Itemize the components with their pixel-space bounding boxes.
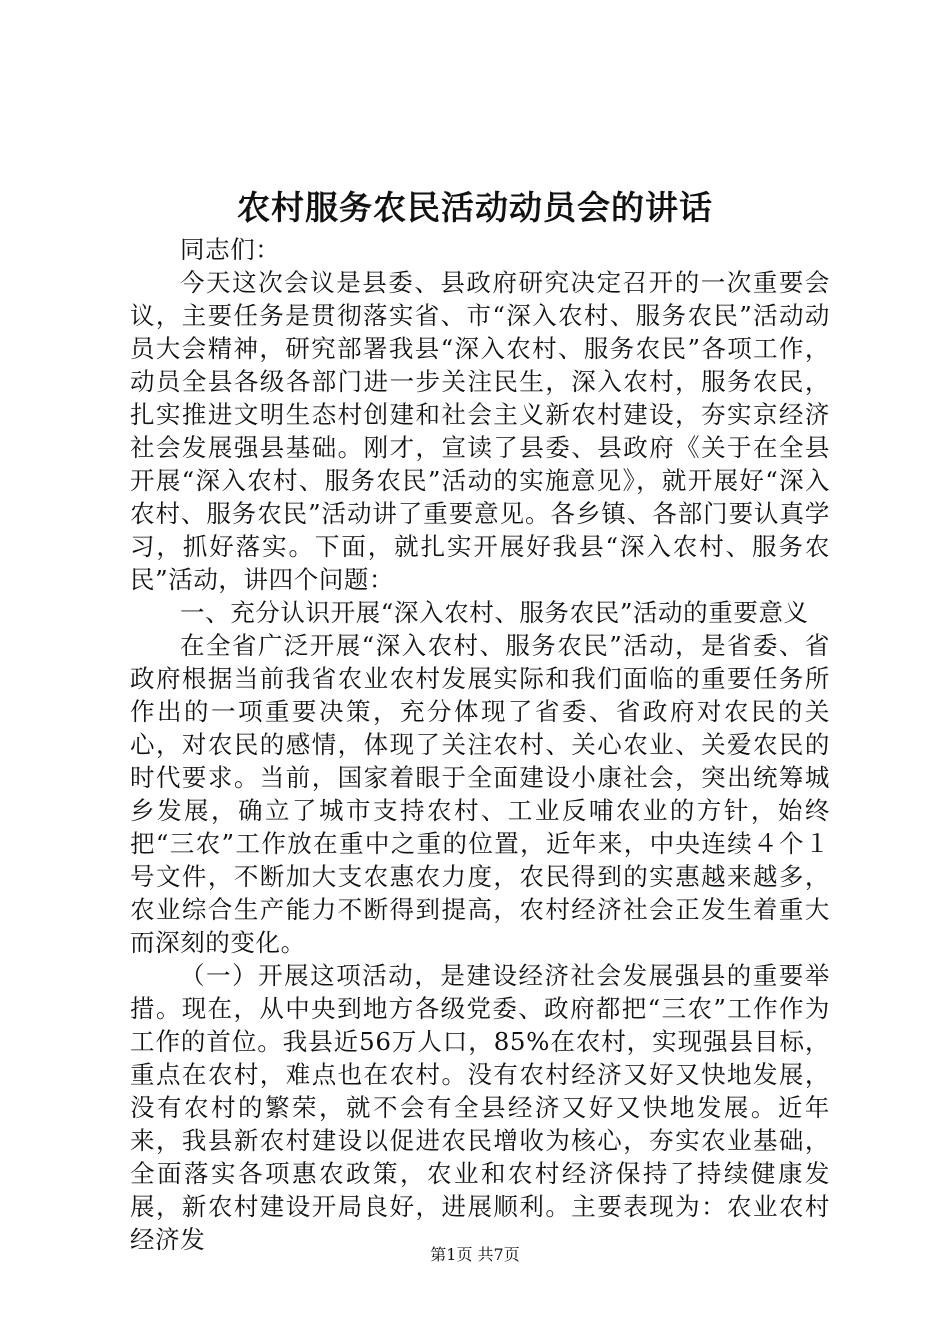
section-heading-one: 一、充分认识开展“深入农村、服务农民”活动的重要意义: [180, 598, 809, 627]
salutation-paragraph: 同志们：: [180, 235, 281, 264]
document-body: [130, 233, 830, 1256]
body-paragraph: 在全省广泛开展“深入农村、服务农民”活动，是省委、省政府根据当前我省农业农村发展实际和我们面临的重要任务所作出的一项重要决策，充分体现了省委、省政府对农民的关心，对农民的感情，体现了关注农村、关心农业、关爱农民的时代要求。当前，国家着眼于全面建设小康社会，突出统筹城乡发展，确立了城市支持农村、工业反哺农业的方针，始终把“三农”工作放在重中之重的位置，近年来，中央连续４个１号文件，不断加大支农惠农力度，农民得到的实惠越来越多，农业综合生产能力不断得到提高，农村经济社会正发生着重大而深刻的变化。: [130, 631, 830, 957]
body-paragraph: （一）开展这项活动，是建设经济社会发展强县的重要举措。现在，从中央到地方各级党委、政府都把“三农”工作作为工作的首位。我县近56万人口，85%在农村，实现强县目标，重点在农村，难点也在农村。没有农村经济又好又快地发展，没有农村的繁荣，就不会有全县经济又好又快地发展。近年来，我县新农村建设以促进农民增收为核心，夯实农业基础，全面落实各项惠农政策，农业和农村经济保持了持续健康发展，新农村建设开局良好，进展顺利。主要表现为：农业农村经济发: [130, 961, 830, 1254]
document-title: 农村服务农民活动动员会的讲话: [237, 188, 713, 227]
page-number-footer: 第1页 共7页: [430, 1245, 520, 1264]
intro-paragraph: 今天这次会议是县委、县政府研究决定召开的一次重要会议，主要任务是贯彻落实省、市“深入农村、服务农民”活动动员大会精神，研究部署我县“深入农村、服务农民”各项工作，动员全县各级各部门进一步关注民生，深入农村，服务农民，扎实推进文明生态村创建和社会主义新农村建设，夯实京经济社会发展强县基础。刚才，宣读了县委、县政府《关于在全县开展“深入农村、服务农民”活动的实施意见》，就开展好“深入农村、服务农民”活动讲了重要意见。各乡镇、各部门要认真学习，抓好落实。下面，就扎实开展好我县“深入农村、服务农民”活动，讲四个问题：: [130, 268, 830, 594]
